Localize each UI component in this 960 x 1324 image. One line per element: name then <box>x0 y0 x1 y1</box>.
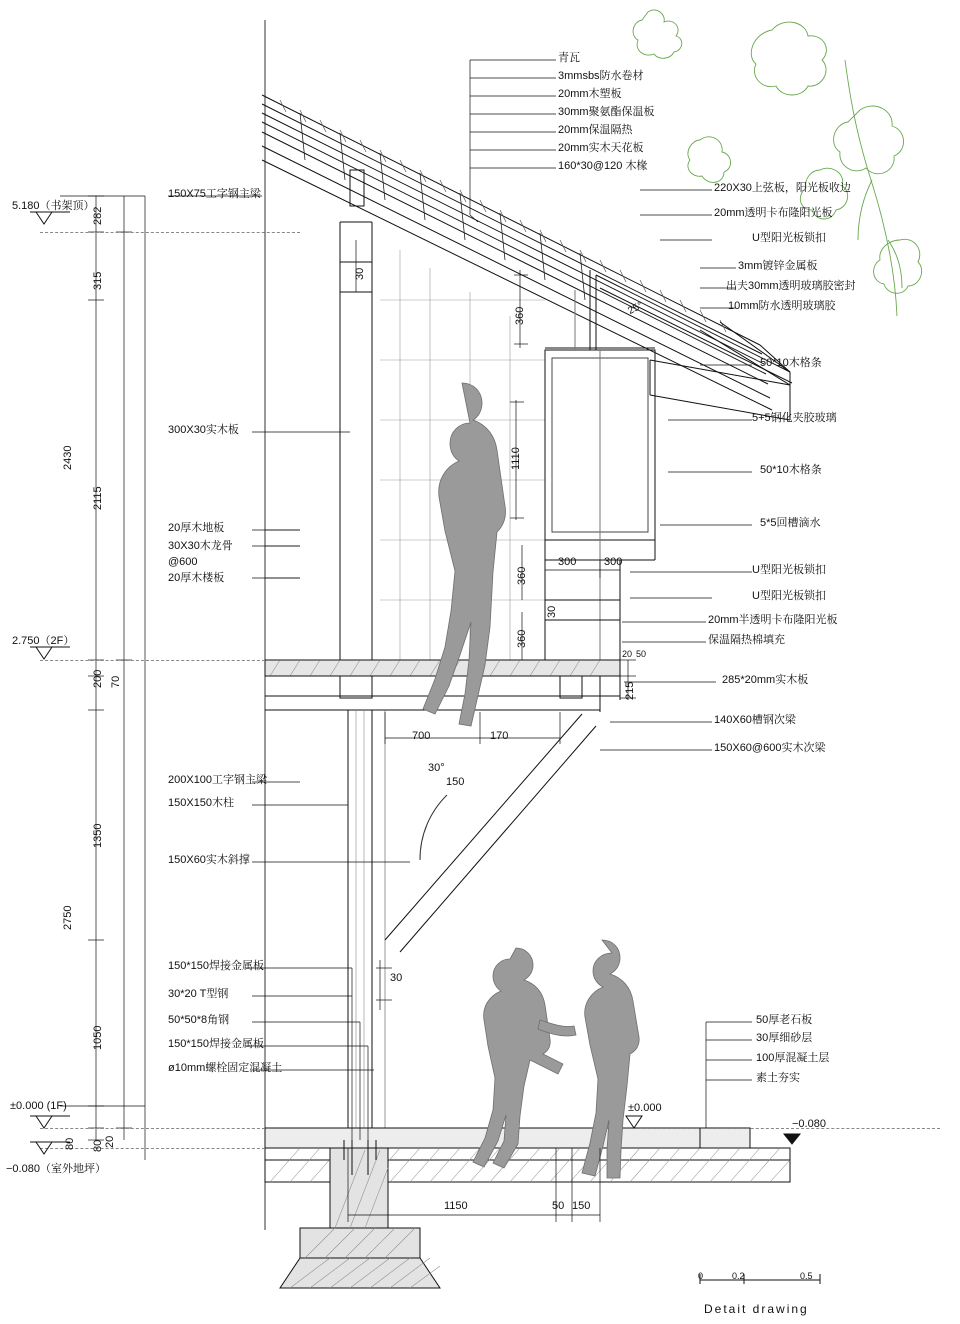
scale-tick-0: 0 <box>698 1271 704 1281</box>
dim-inner-300-a: 300 <box>558 556 577 568</box>
roof-callout-4: 20mm保温隔热 <box>558 124 633 136</box>
right-callout-4: 出夫30mm透明玻璃胶密封 <box>726 280 856 292</box>
dim-50: 50 <box>552 1200 565 1212</box>
drawing-title: Detait drawing <box>704 1302 809 1316</box>
right-callout-6: 50*10木格条 <box>760 357 822 369</box>
dim-inner-1110: 1110 <box>510 447 522 470</box>
level-symbol-ground-minus080 <box>782 1134 822 1150</box>
right-callout-9: 5*5回槽滴水 <box>760 517 821 529</box>
right-callout-8: 50*10木格条 <box>760 464 822 476</box>
right-callout-7: 5+5钢化夹胶玻璃 <box>752 412 837 424</box>
roof-callout-3: 30mm聚氨酯保温板 <box>558 106 655 118</box>
right-callout-16: 150X60@600实木次梁 <box>714 742 826 754</box>
scale-tick-1: 0.2 <box>732 1271 745 1281</box>
ground-callout-1: 30厚细砂层 <box>756 1032 813 1044</box>
dim-70: 70 <box>110 675 122 688</box>
dim-inner-50: 50 <box>636 649 647 659</box>
dim-inner-30-top: 30 <box>354 267 366 280</box>
level-line-5180 <box>40 232 300 233</box>
dim-inner-20: 20 <box>622 649 633 659</box>
right-callout-11: U型阳光板锁扣 <box>752 590 826 602</box>
left-callout-13: ø10mm螺栓固定混凝土 <box>168 1062 283 1074</box>
left-callout-0: 150X75工字钢主梁 <box>168 188 261 200</box>
level-symbol-minus080 <box>30 1142 90 1162</box>
level-symbol-5180 <box>30 212 90 232</box>
level-symbol-2750 <box>30 647 90 667</box>
left-callout-7: 150X150木柱 <box>168 797 235 809</box>
dim-80b: 80 <box>92 1139 104 1152</box>
ground-callout-2: 100厚混凝土层 <box>756 1052 830 1064</box>
right-callout-13: 保温隔热棉填充 <box>708 634 785 646</box>
right-callout-15: 140X60槽钢次梁 <box>714 714 796 726</box>
roof-callout-6: 160*30@120 木椽 <box>558 160 648 172</box>
dim-2430: 2430 <box>62 445 74 470</box>
level-symbol-0000 <box>30 1116 90 1136</box>
left-callout-10: 30*20 T型钢 <box>168 988 229 1000</box>
ground-callout-0: 50厚老石板 <box>756 1014 813 1026</box>
right-callout-0: 220X30上弦板，阳光板收边 <box>714 182 851 194</box>
dim-inner-30-brace: 30 <box>390 972 403 984</box>
dim-200: 200 <box>92 669 104 688</box>
level-label-2750: 2.750（2F） <box>12 635 75 647</box>
dim-700: 700 <box>412 730 431 742</box>
dim-282: 282 <box>92 206 104 225</box>
left-callout-8: 150X60实木斜撑 <box>168 854 250 866</box>
dim-20: 20 <box>104 1135 116 1148</box>
left-callout-12: 150*150焊接金属板 <box>168 1038 264 1050</box>
level-label-ground-minus080: −0.080 <box>792 1118 826 1130</box>
dim-150-bottom: 150 <box>572 1200 591 1212</box>
roof-callout-0: 青瓦 <box>558 52 580 64</box>
dim-angle-30: 30° <box>428 762 445 774</box>
left-callout-3: 30X30木龙骨 <box>168 540 233 552</box>
right-callout-10: U型阳光板锁扣 <box>752 564 826 576</box>
left-callout-11: 50*50*8角钢 <box>168 1014 230 1026</box>
left-callout-4: @600 <box>168 556 198 568</box>
dim-inner-215: 215 <box>624 681 636 700</box>
left-callout-6: 200X100工字钢主梁 <box>168 774 268 786</box>
right-callout-12: 20mm半透明卡布隆阳光板 <box>708 614 838 626</box>
roof-callout-2: 20mm木塑板 <box>558 88 622 100</box>
level-label-0000: ±0.000 (1F) <box>10 1100 67 1112</box>
dim-inner-360-a: 360 <box>514 306 526 325</box>
dim-1050: 1050 <box>92 1025 104 1050</box>
right-callout-1: 20mm透明卡布隆阳光板 <box>714 207 833 219</box>
right-callout-14: 285*20mm实木板 <box>722 674 809 686</box>
level-label-5180: 5.180（书架顶） <box>12 200 95 212</box>
level-line-ground-right <box>640 1128 940 1129</box>
dim-inner-300-b: 300 <box>604 556 623 568</box>
dim-inner-360-c: 360 <box>516 629 528 648</box>
dim-1350: 1350 <box>92 823 104 848</box>
scale-tick-2: 0.5 <box>800 1271 813 1281</box>
right-callout-2: U型阳光板锁扣 <box>752 232 826 244</box>
dim-2750: 2750 <box>62 905 74 930</box>
dim-315: 315 <box>92 271 104 290</box>
level-label-minus080: −0.080（室外地坪） <box>6 1163 106 1175</box>
level-label-ground-0000: ±0.000 <box>628 1102 662 1114</box>
left-callout-5: 20厚木楼板 <box>168 572 225 584</box>
angle-25: 25° <box>626 300 645 317</box>
dim-80a: 80 <box>64 1137 76 1150</box>
dim-1150: 1150 <box>444 1200 468 1212</box>
scale-bar <box>696 1268 836 1292</box>
roof-callout-5: 20mm实木天花板 <box>558 142 644 154</box>
dim-inner-30-mid: 30 <box>546 605 558 618</box>
dim-150-brace: 150 <box>446 776 465 788</box>
dim-2115: 2115 <box>92 486 104 510</box>
dim-170: 170 <box>490 730 509 742</box>
left-callout-1: 300X30实木板 <box>168 424 239 436</box>
right-callout-3: 3mm镀锌金属板 <box>738 260 818 272</box>
left-callout-9: 150*150焊接金属板 <box>168 960 264 972</box>
ground-callout-3: 素土夯实 <box>756 1072 800 1084</box>
left-callout-2: 20厚木地板 <box>168 522 225 534</box>
dim-inner-360-b: 360 <box>516 566 528 585</box>
right-callout-5: 10mm防水透明玻璃胶 <box>728 300 836 312</box>
roof-callout-1: 3mmsbs防水卷材 <box>558 70 644 82</box>
level-symbol-ground-0000 <box>624 1116 664 1132</box>
